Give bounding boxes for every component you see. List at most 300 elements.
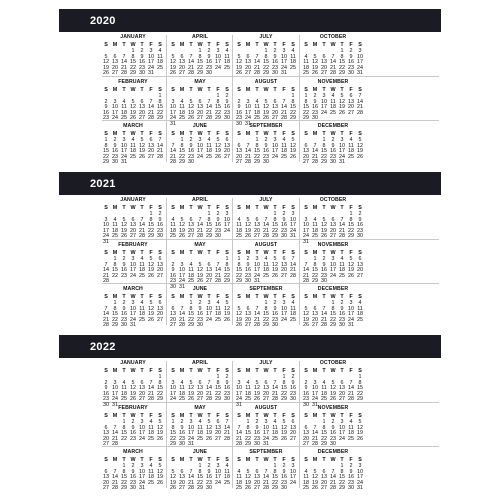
day-number: 27: [206, 278, 212, 285]
day-number: 15: [339, 59, 345, 66]
day-number: 30: [103, 402, 109, 408]
day-number: 16: [188, 148, 194, 155]
day-number: 22: [224, 272, 230, 279]
day-number: 14: [330, 59, 336, 66]
weekday-header: T: [140, 368, 144, 374]
weekday-header: T: [255, 368, 259, 374]
day-number: 11: [254, 104, 260, 111]
day-number: 19: [170, 479, 176, 486]
day-number: 12: [103, 59, 109, 66]
day-number: 13: [263, 385, 269, 392]
day-number: 30: [330, 441, 336, 448]
day-number: 6: [104, 424, 108, 431]
day-number: 12: [303, 311, 309, 318]
day-number: 6: [158, 256, 162, 262]
day-number: 29: [281, 396, 287, 403]
day-number: 1: [264, 48, 268, 54]
day-number: 14: [312, 148, 318, 155]
month-april: [167, 195, 233, 239]
day-number: 7: [149, 98, 153, 105]
day-number: 21: [303, 272, 309, 279]
day-number: 23: [330, 435, 336, 442]
day-number: 8: [113, 261, 117, 268]
weekday-header: M: [312, 131, 318, 137]
day-number: 29: [321, 441, 327, 448]
year-label: 2021: [90, 178, 116, 190]
day-number: 6: [180, 53, 184, 60]
day-number: 12: [170, 474, 176, 481]
day-number: 9: [225, 98, 229, 105]
day-number: 17: [130, 311, 136, 318]
weekday-header: T: [189, 131, 193, 137]
day-number: 4: [304, 468, 308, 475]
day-number: 16: [224, 385, 230, 392]
day-number: 12: [321, 222, 327, 229]
day-number: 21: [170, 153, 176, 160]
day-number: 15: [157, 385, 163, 392]
month-name: DECEMBER: [317, 286, 349, 292]
day-number: 20: [157, 267, 163, 274]
weekday-header: S: [158, 205, 162, 211]
day-number: 31: [188, 441, 194, 448]
day-number: 4: [331, 93, 335, 99]
day-number: 27: [224, 153, 230, 160]
day-number: 29: [339, 70, 345, 77]
day-number: 3: [131, 256, 135, 262]
weekday-header: F: [216, 131, 220, 137]
day-number: 4: [255, 98, 259, 105]
day-number: 27: [130, 233, 136, 240]
day-number: 12: [188, 385, 194, 392]
day-number: 10: [254, 261, 260, 268]
day-number: 2: [358, 211, 362, 217]
weekday-header: T: [255, 457, 259, 463]
day-number: 8: [264, 305, 268, 312]
year-bar: [59, 172, 441, 195]
day-number: 19: [254, 390, 260, 397]
day-number: 31: [179, 284, 185, 290]
day-number: 7: [113, 424, 117, 431]
weekday-header: W: [197, 87, 203, 93]
day-number: 10: [197, 142, 203, 149]
day-number: 2: [313, 93, 317, 99]
day-number: 1: [340, 48, 344, 54]
day-number: 9: [198, 305, 202, 312]
day-number: 12: [290, 142, 296, 149]
day-number: 28: [312, 159, 318, 166]
day-number: 28: [179, 322, 185, 329]
day-number: 16: [103, 390, 109, 397]
day-number: 1: [225, 256, 229, 262]
weekday-header: M: [245, 368, 251, 374]
day-number: 21: [148, 390, 154, 397]
weekday-header: S: [304, 87, 308, 93]
weekday-header: W: [197, 205, 203, 211]
day-number: 13: [321, 59, 327, 66]
day-number: 5: [237, 305, 241, 312]
day-number: 3: [313, 379, 317, 386]
day-number: 19: [170, 64, 176, 71]
day-number: 21: [290, 267, 296, 274]
day-number: 4: [340, 256, 344, 262]
day-number: 31: [339, 159, 345, 166]
day-number: 28: [312, 441, 318, 448]
day-number: 19: [148, 267, 154, 274]
day-number: 16: [348, 474, 354, 481]
day-number: 27: [179, 70, 185, 77]
day-number: 29: [272, 233, 278, 240]
day-number: 24: [263, 435, 269, 442]
day-number: 26: [188, 396, 194, 403]
day-number: 20: [148, 148, 154, 155]
day-number: 18: [245, 390, 251, 397]
day-number: 25: [197, 435, 203, 442]
day-number: 6: [140, 98, 144, 105]
weekday-header: S: [171, 87, 175, 93]
day-number: 10: [321, 98, 327, 105]
day-number: 22: [321, 153, 327, 160]
day-number: 23: [348, 64, 354, 71]
day-number: 29: [263, 70, 269, 77]
day-number: 2: [122, 256, 126, 262]
day-number: 3: [171, 379, 175, 386]
day-number: 24: [312, 396, 318, 403]
day-number: 28: [215, 278, 221, 285]
day-number: 20: [330, 227, 336, 234]
day-number: 8: [304, 98, 308, 105]
weekday-header: W: [197, 368, 203, 374]
day-number: 22: [281, 390, 287, 397]
day-number: 25: [348, 435, 354, 442]
day-number: 15: [103, 148, 109, 155]
day-number: 26: [330, 396, 336, 403]
day-number: 7: [198, 216, 202, 223]
day-number: 23: [103, 396, 109, 403]
day-number: 9: [349, 468, 353, 475]
weekday-header: T: [255, 294, 259, 300]
day-number: 27: [112, 70, 118, 77]
day-number: 20: [281, 267, 287, 274]
month-name: MARCH: [123, 449, 143, 455]
day-number: 21: [330, 479, 336, 486]
month-september: [233, 447, 299, 491]
day-number: 27: [179, 485, 185, 492]
day-number: 8: [171, 424, 175, 431]
day-number: 14: [312, 430, 318, 437]
day-number: 18: [148, 474, 154, 481]
day-number: 1: [104, 137, 108, 143]
day-number: 1: [122, 419, 126, 425]
day-number: 20: [303, 153, 309, 160]
day-number: 10: [130, 305, 136, 312]
day-number: 18: [348, 148, 354, 155]
month-june: [167, 121, 233, 165]
weekday-header: S: [237, 294, 241, 300]
day-number: 27: [157, 316, 163, 323]
day-number: 26: [272, 272, 278, 279]
day-number: 18: [312, 227, 318, 234]
day-number: 6: [207, 261, 211, 268]
weekday-header: T: [189, 42, 193, 48]
day-number: 24: [179, 278, 185, 285]
day-number: 25: [236, 485, 242, 492]
day-number: 15: [348, 222, 354, 229]
weekday-header: W: [263, 368, 269, 374]
day-number: 1: [313, 256, 317, 262]
day-number: 17: [170, 390, 176, 397]
weekday-header: S: [225, 131, 229, 137]
day-number: 28: [330, 70, 336, 77]
day-number: 30: [281, 233, 287, 240]
day-number: 2: [104, 98, 108, 105]
weekday-header: M: [245, 250, 251, 256]
day-number: 3: [255, 256, 259, 262]
day-number: 22: [197, 479, 203, 486]
year-bar: [59, 9, 441, 32]
day-number: 6: [225, 137, 229, 143]
day-number: 8: [158, 379, 162, 386]
day-number: 1: [255, 137, 259, 143]
weekday-header: T: [340, 368, 344, 374]
day-number: 18: [236, 479, 242, 486]
weekday-header: T: [140, 413, 144, 419]
day-number: 1: [171, 419, 175, 425]
day-number: 27: [103, 441, 109, 448]
weekday-header: W: [130, 413, 136, 419]
weekday-header: T: [140, 131, 144, 137]
year-label: 2020: [90, 15, 116, 27]
weekday-header: T: [340, 294, 344, 300]
day-number: 28: [348, 396, 354, 403]
day-number: 20: [157, 311, 163, 318]
day-number: 3: [349, 300, 353, 306]
day-number: 3: [104, 216, 108, 223]
day-number: 28: [112, 485, 118, 492]
day-number: 1: [158, 93, 162, 99]
day-number: 24: [290, 227, 296, 234]
day-number: 17: [357, 474, 363, 481]
day-number: 30: [206, 485, 212, 492]
day-number: 23: [121, 272, 127, 279]
day-number: 7: [349, 379, 353, 386]
weekday-header: S: [237, 250, 241, 256]
month-name: MAY: [194, 242, 206, 248]
day-number: 10: [236, 385, 242, 392]
day-number: 14: [121, 59, 127, 66]
day-number: 24: [339, 153, 345, 160]
day-number: 25: [236, 233, 242, 240]
day-number: 22: [236, 272, 242, 279]
day-number: 8: [104, 142, 108, 149]
day-number: 8: [207, 216, 211, 223]
month-grid: [100, 358, 441, 491]
day-number: 13: [339, 385, 345, 392]
day-number: 5: [255, 379, 259, 386]
day-number: 17: [179, 272, 185, 279]
weekday-header: T: [140, 205, 144, 211]
weekday-header: F: [149, 205, 153, 211]
day-number: 23: [188, 153, 194, 160]
day-number: 25: [303, 485, 309, 492]
day-number: 27: [357, 272, 363, 279]
day-number: 5: [273, 256, 277, 262]
weekday-header: T: [273, 205, 277, 211]
weekday-header: W: [130, 205, 136, 211]
weekday-header: T: [189, 294, 193, 300]
month-name: NOVEMBER: [317, 242, 349, 248]
day-number: 29: [206, 233, 212, 240]
weekday-header: S: [225, 368, 229, 374]
year-block-2022: [59, 335, 441, 491]
day-number: 11: [121, 385, 127, 392]
day-number: 8: [322, 142, 326, 149]
day-number: 14: [224, 424, 230, 431]
day-number: 26: [281, 435, 287, 442]
day-number: 6: [113, 53, 117, 60]
day-number: 15: [263, 311, 269, 318]
day-number: 8: [180, 142, 184, 149]
day-number: 13: [170, 311, 176, 318]
day-number: 20: [197, 109, 203, 116]
day-number: 20: [272, 109, 278, 116]
day-number: 6: [349, 93, 353, 99]
weekday-header: S: [304, 205, 308, 211]
day-number: 29: [272, 485, 278, 492]
day-number: 14: [245, 148, 251, 155]
day-number: 25: [188, 278, 194, 285]
day-number: 24: [303, 233, 309, 240]
day-number: 8: [264, 53, 268, 60]
day-number: 13: [281, 261, 287, 268]
day-number: 26: [303, 322, 309, 329]
weekday-header: T: [122, 42, 126, 48]
weekday-header: T: [122, 368, 126, 374]
weekday-header: S: [171, 250, 175, 256]
day-number: 6: [158, 300, 162, 306]
day-number: 4: [349, 137, 353, 143]
day-number: 11: [339, 261, 345, 268]
weekday-header: M: [112, 413, 118, 419]
day-number: 16: [179, 430, 185, 437]
day-number: 15: [188, 311, 194, 318]
day-number: 22: [339, 64, 345, 71]
day-number: 6: [291, 419, 295, 425]
day-number: 4: [158, 48, 162, 54]
day-number: 6: [264, 379, 268, 386]
day-number: 2: [264, 137, 268, 143]
weekday-header: T: [140, 457, 144, 463]
day-number: 2: [237, 98, 241, 105]
day-number: 22: [272, 479, 278, 486]
month-february: [100, 240, 166, 284]
weekday-header: M: [179, 457, 185, 463]
weekday-header: S: [237, 131, 241, 137]
day-number: 30: [290, 396, 296, 403]
weekday-header: F: [216, 250, 220, 256]
weekday-header: T: [340, 205, 344, 211]
weekday-header: F: [282, 457, 286, 463]
day-number: 26: [321, 233, 327, 240]
day-number: 7: [104, 261, 108, 268]
day-number: 9: [255, 424, 259, 431]
day-number: 19: [236, 64, 242, 71]
day-number: 22: [254, 153, 260, 160]
day-number: 30: [157, 233, 163, 240]
weekday-header: S: [237, 457, 241, 463]
month-december: [300, 284, 366, 328]
day-number: 16: [103, 109, 109, 116]
day-number: 15: [224, 267, 230, 274]
day-number: 23: [130, 479, 136, 486]
day-number: 14: [290, 261, 296, 268]
day-number: 31: [148, 70, 154, 77]
day-number: 23: [139, 64, 145, 71]
day-number: 5: [358, 419, 362, 425]
day-number: 7: [113, 468, 117, 475]
day-number: 9: [207, 53, 211, 60]
day-number: 3: [131, 300, 135, 306]
month-name: MAY: [194, 405, 206, 411]
day-number: 9: [158, 216, 162, 223]
day-number: 26: [170, 485, 176, 492]
day-number: 20: [103, 435, 109, 442]
day-number: 5: [216, 137, 220, 143]
day-number: 14: [148, 104, 154, 111]
day-number: 26: [245, 485, 251, 492]
day-number: 23: [130, 435, 136, 442]
day-number: 18: [357, 311, 363, 318]
weekday-header: S: [225, 42, 229, 48]
weekday-header: M: [179, 87, 185, 93]
day-number: 19: [357, 430, 363, 437]
day-number: 21: [339, 227, 345, 234]
day-number: 1: [349, 211, 353, 217]
day-number: 25: [303, 70, 309, 77]
day-number: 21: [139, 227, 145, 234]
weekday-header: W: [197, 294, 203, 300]
weekday-header: S: [358, 250, 362, 256]
day-number: 16: [236, 109, 242, 116]
day-number: 3: [273, 137, 277, 143]
day-number: 17: [357, 59, 363, 66]
weekday-header: S: [104, 87, 108, 93]
day-number: 10: [312, 385, 318, 392]
day-number: 13: [312, 311, 318, 318]
day-number: 17: [170, 109, 176, 116]
day-number: 30: [224, 396, 230, 403]
day-number: 27: [348, 109, 354, 116]
day-number: 10: [121, 142, 127, 149]
day-number: 8: [340, 53, 344, 60]
day-number: 5: [313, 53, 317, 60]
day-number: 9: [122, 261, 126, 268]
day-number: 13: [139, 104, 145, 111]
day-number: 10: [263, 424, 269, 431]
day-number: 22: [312, 272, 318, 279]
day-number: 25: [330, 109, 336, 116]
day-number: 17: [339, 148, 345, 155]
day-number: 6: [313, 305, 317, 312]
day-number: 17: [339, 430, 345, 437]
day-number: 7: [255, 305, 259, 312]
day-number: 6: [322, 468, 326, 475]
day-number: 11: [215, 305, 221, 312]
day-number: 17: [112, 109, 118, 116]
day-number: 23: [303, 396, 309, 403]
day-number: 24: [357, 64, 363, 71]
day-number: 12: [263, 104, 269, 111]
day-number: 24: [112, 396, 118, 403]
